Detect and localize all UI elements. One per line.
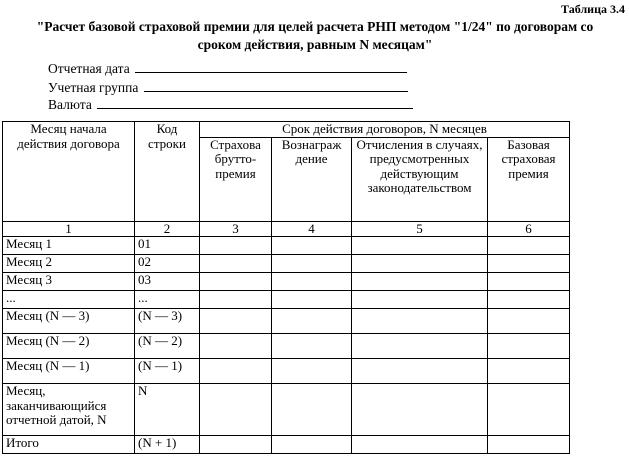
data-cell[interactable]: [272, 273, 352, 291]
data-cell[interactable]: [200, 359, 272, 384]
table-row: [3, 273, 570, 291]
data-cell[interactable]: [272, 436, 352, 454]
month-cell: Месяц 2: [3, 255, 135, 273]
table-row: [3, 334, 570, 359]
column-number: 4: [272, 221, 352, 237]
data-cell[interactable]: [488, 359, 570, 384]
table-row: [3, 291, 570, 309]
data-cell[interactable]: [200, 291, 272, 309]
code-cell: ...: [135, 291, 200, 309]
month-cell: Месяц 3: [3, 273, 135, 291]
data-cell[interactable]: [272, 384, 352, 436]
data-cell[interactable]: [272, 359, 352, 384]
data-cell[interactable]: [488, 237, 570, 255]
header-month-start: Месяц начала действия договора: [3, 122, 135, 222]
field-label: Валюта: [48, 97, 92, 112]
data-cell[interactable]: [200, 309, 272, 334]
data-cell[interactable]: [488, 436, 570, 454]
header-gross-premium: Страхова брутто-премия: [200, 137, 272, 221]
data-cell[interactable]: [488, 334, 570, 359]
month-cell: ...: [3, 291, 135, 309]
table-row: [3, 237, 570, 255]
code-cell: 03: [135, 273, 200, 291]
data-cell[interactable]: [272, 255, 352, 273]
data-cell[interactable]: [352, 359, 488, 384]
data-cell[interactable]: [200, 436, 272, 454]
data-cell[interactable]: [272, 309, 352, 334]
column-number-row: [3, 221, 570, 237]
column-number: 6: [488, 221, 570, 237]
month-cell: Месяц 1: [3, 237, 135, 255]
blank-line[interactable]: [144, 79, 408, 92]
code-cell: (N — 2): [135, 334, 200, 359]
code-cell: (N — 1): [135, 359, 200, 384]
data-cell[interactable]: [272, 291, 352, 309]
month-cell: Итого: [3, 436, 135, 454]
table-row: [3, 359, 570, 384]
column-number: 3: [200, 221, 272, 237]
column-number: 5: [352, 221, 488, 237]
column-number: 1: [3, 221, 135, 237]
data-cell[interactable]: [200, 237, 272, 255]
field-label: Учетная группа: [48, 80, 139, 95]
field-label: Отчетная дата: [48, 61, 130, 76]
code-cell: 02: [135, 255, 200, 273]
data-cell[interactable]: [488, 384, 570, 436]
data-cell[interactable]: [272, 237, 352, 255]
data-cell[interactable]: [352, 384, 488, 436]
data-cell[interactable]: [200, 384, 272, 436]
data-cell[interactable]: [352, 334, 488, 359]
blank-line[interactable]: [97, 96, 413, 109]
month-cell: Месяц (N — 1): [3, 359, 135, 384]
field-accounting-group: [48, 79, 408, 96]
data-cell[interactable]: [200, 255, 272, 273]
table-row-total: [3, 436, 570, 454]
data-cell[interactable]: [352, 273, 488, 291]
data-cell[interactable]: [488, 255, 570, 273]
data-cell[interactable]: [352, 255, 488, 273]
blank-line[interactable]: [135, 60, 407, 73]
data-cell[interactable]: [488, 273, 570, 291]
data-cell[interactable]: [352, 237, 488, 255]
header-commission: Вознаграж дение: [272, 137, 352, 221]
data-cell[interactable]: [488, 309, 570, 334]
code-cell: (N + 1): [135, 436, 200, 454]
data-cell[interactable]: [352, 291, 488, 309]
header-deductions: Отчисления в случаях, предусмотренных действующим законодательством: [352, 137, 488, 221]
document-title: "Расчет базовой страховой премии для целей расчета РНП методом "1/24" по договорам со сроком действия, равным N месяцам": [36, 19, 594, 52]
header-base-premium: Базовая страховая премия: [488, 137, 570, 221]
code-cell: 01: [135, 237, 200, 255]
premium-calculation-table: [2, 121, 570, 454]
header-contract-term: Срок действия договоров, N месяцев: [200, 122, 570, 138]
data-cell[interactable]: [200, 334, 272, 359]
month-cell: Месяц (N — 2): [3, 334, 135, 359]
data-cell[interactable]: [352, 436, 488, 454]
data-cell[interactable]: [272, 334, 352, 359]
table-row: [3, 384, 570, 436]
data-cell[interactable]: [352, 309, 488, 334]
column-number: 2: [135, 221, 200, 237]
field-currency: [48, 96, 413, 113]
data-cell[interactable]: [200, 273, 272, 291]
table-row: [3, 309, 570, 334]
data-cell[interactable]: [488, 291, 570, 309]
field-reporting-date: [48, 60, 407, 77]
month-cell: Месяц, заканчивающийся отчетной датой, N: [3, 384, 135, 436]
table-row: [3, 255, 570, 273]
month-cell: Месяц (N — 3): [3, 309, 135, 334]
code-cell: N: [135, 384, 200, 436]
table-number: Таблица 3.4: [561, 2, 625, 16]
header-row-code: Код строки: [135, 122, 200, 222]
code-cell: (N — 3): [135, 309, 200, 334]
